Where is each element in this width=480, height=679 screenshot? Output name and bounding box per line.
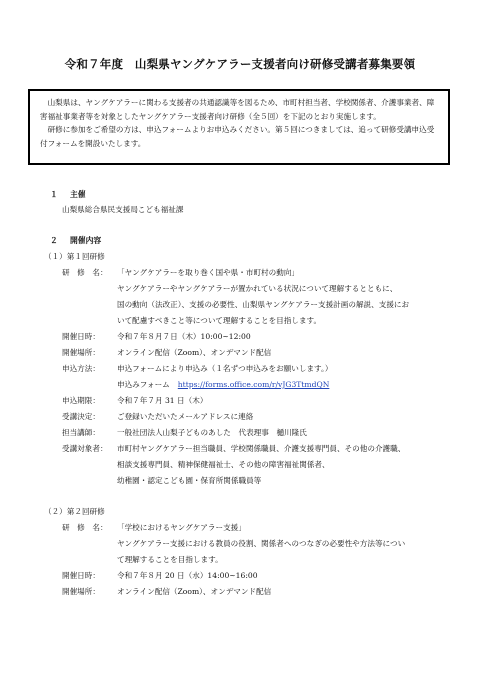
section-1-heading [50, 189, 86, 200]
session-1-apply: 申込フォームにより申込み（１名ずつ申込みをお願いします。） [117, 364, 333, 373]
session-1-decision-label: 受講決定： [62, 412, 100, 421]
session-2-heading: （２）第２回研修 [44, 507, 105, 516]
session-2-date: 令和７年８月 20 日（水）14:00~16:00 [117, 571, 258, 580]
notice-box [28, 89, 450, 165]
section-2-title: 開催内容 [70, 236, 102, 245]
session-1-heading: （１）第１回研修 [44, 252, 105, 261]
section-2-heading [50, 235, 101, 246]
notice-paragraph-2: 研修に参加をご希望の方は、申込フォームよりお申込みください。第５回につきましては、追って研修受講申込受付フォームを開設いたします。 [40, 125, 435, 148]
session-2-date-label: 開催日時： [62, 571, 100, 580]
application-form-link[interactable]: https://forms.office.com/r/vJG3TtmdQN [177, 380, 330, 389]
session-1-theme-line-3: いて配慮すべきこと等について理解することを目指します。 [117, 316, 322, 325]
session-2-theme-title: 「学校におけるヤングケアラー支援」 [117, 523, 246, 532]
session-1-form-label: 申込みフォーム [117, 380, 170, 389]
notice-paragraph-1: 山梨県は、ヤングケアラーに関わる支援者の共通認識等を図るため、市町村担当者、学校関係者、介護事業者、障害福祉事業者等を対象としたヤングケアラー支援者向け研修（全５回）を下記のとおり実施します。 [40, 98, 435, 121]
session-1-target-line-1: 市町村ヤングケアラー担当職員、学校関係職員、介護支援専門員、その他の介護職、 [117, 444, 406, 453]
session-1-decision: ご登録いただいたメールアドレスに連絡 [117, 412, 254, 421]
session-1-form-row [117, 379, 329, 390]
session-1-theme-label: 研 修 名： [62, 268, 108, 277]
session-1-apply-label: 申込方法： [62, 364, 100, 373]
section-2-number: ２ [50, 236, 58, 245]
session-1-target-line-3: 幼稚園・認定こども園・保育所関係職員等 [117, 476, 262, 485]
session-2-theme-line-1: ヤングケアラー支援における教員の役割、関係者へのつなぎの必要性や方法等につい [117, 539, 406, 548]
session-1-target-line-2: 相談支援専門員、精神保健福祉士、その他の障害福祉関係者、 [117, 460, 330, 469]
session-2-theme-label: 研 修 名： [62, 523, 108, 532]
page-title: 令和７年度 山梨県ヤングケアラー支援者向け研修受講者募集要領 [64, 57, 416, 71]
organizer-text: 山梨県総合県民支援局こども福祉課 [62, 205, 184, 214]
session-1-lecturer: 一般社団法人山梨子どものあした 代表理事 樋川隆氏 [117, 428, 307, 437]
session-1-deadline-label: 申込期限： [62, 396, 100, 405]
session-2-place: オンライン配信（Zoom）、オンデマンド配信 [117, 587, 272, 596]
session-2-theme-line-2: て理解することを目指します。 [117, 555, 223, 564]
session-1-theme-line-2: 国の動向（法改正）、支援の必要性、山梨県ヤングケアラー支援計画の解説、支援にお [117, 300, 410, 309]
session-1-date: 令和７年８月７日（木）10:00~12:00 [117, 332, 251, 341]
session-1-lecturer-label: 担当講師： [62, 428, 100, 437]
session-1-theme-line-1: ヤングケアラーやヤングケアラーが置かれている状況について理解するとともに、 [117, 284, 398, 293]
session-1-place-label: 開催場所： [62, 348, 100, 357]
session-1-deadline: 令和７年７月 31 日（木） [117, 396, 208, 405]
session-2-place-label: 開催場所： [62, 587, 100, 596]
section-1-number: １ [50, 190, 58, 199]
session-1-date-label: 開催日時： [62, 332, 100, 341]
session-1-target-label: 受講対象者： [62, 444, 108, 453]
session-1-place: オンライン配信（Zoom）、オンデマンド配信 [117, 348, 272, 357]
session-1-theme-title: 「ヤングケアラーを取り巻く国や県・市町村の動向」 [117, 268, 300, 277]
section-1-title: 主催 [70, 190, 86, 199]
